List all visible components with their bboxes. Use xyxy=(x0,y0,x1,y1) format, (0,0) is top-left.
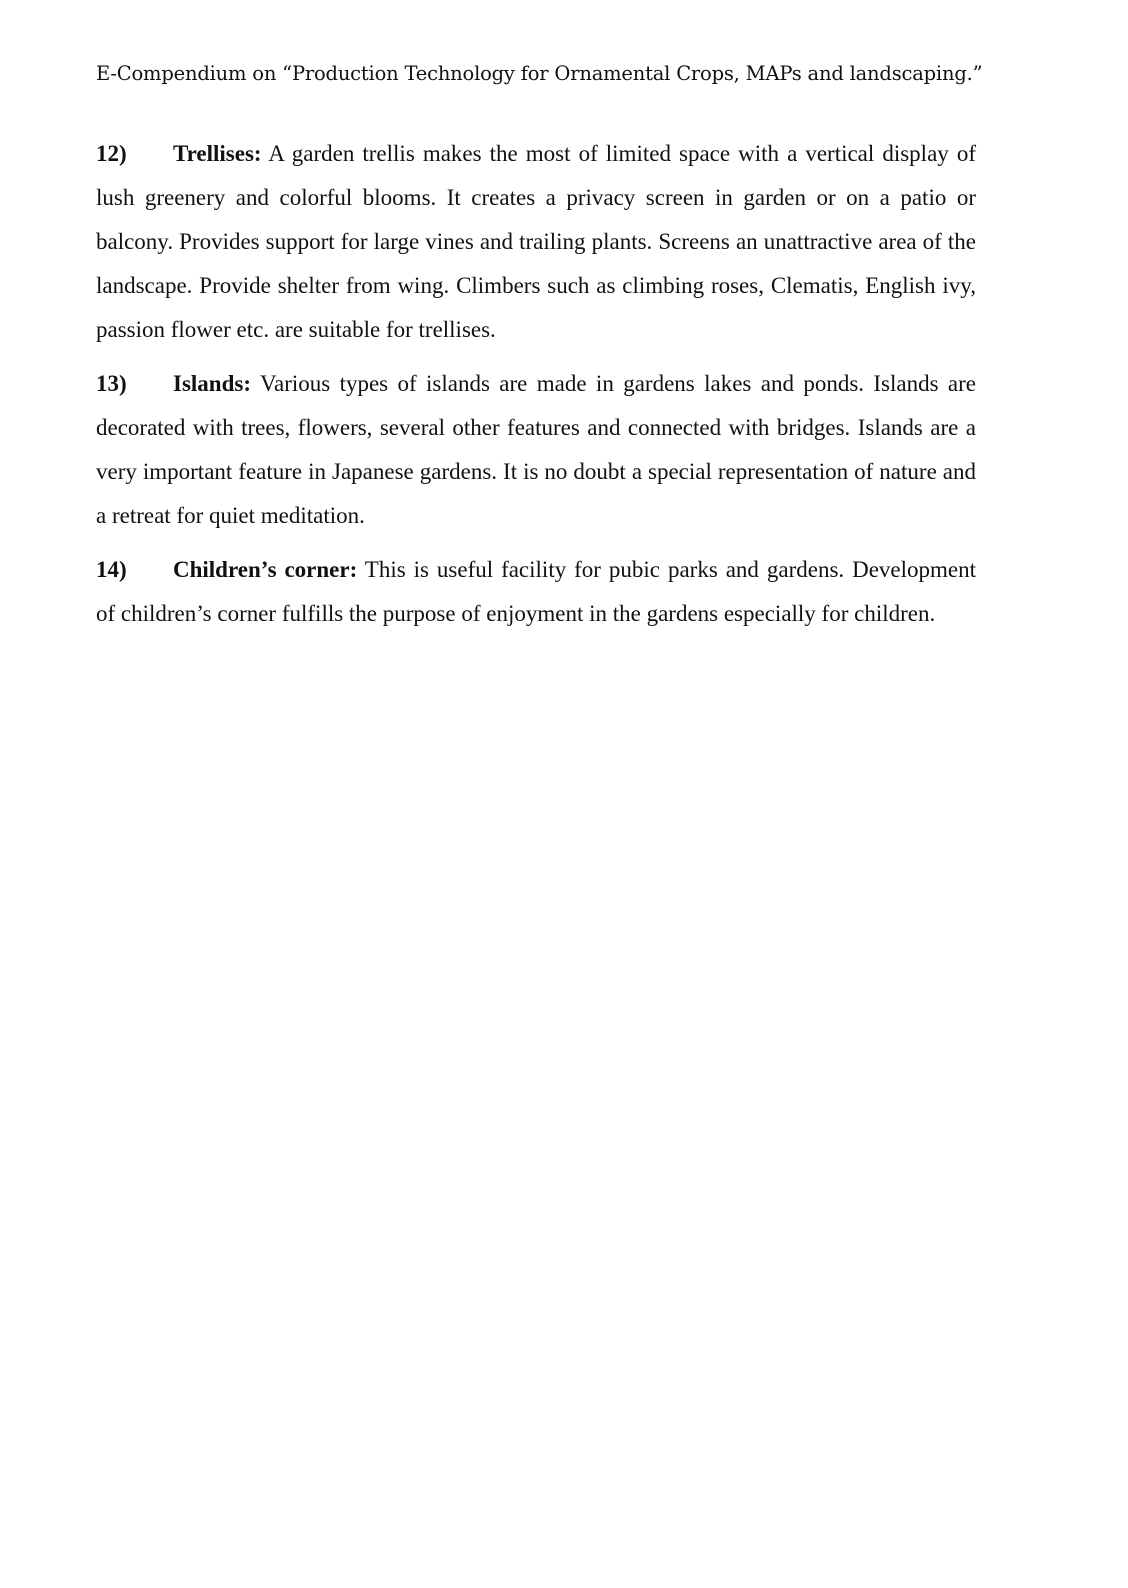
running-header: E-Compendium on “Production Technology for Ornamental Crops, MAPs and landscaping.” xyxy=(96,62,983,85)
item-term: Children’s corner: xyxy=(173,557,358,582)
list-item-islands xyxy=(96,362,976,538)
item-number: 12) xyxy=(96,141,127,166)
item-term: Islands: xyxy=(173,371,251,396)
list-item-trellises xyxy=(96,132,976,352)
list-item-childrens-corner xyxy=(96,548,976,636)
item-number: 14) xyxy=(96,557,127,582)
item-term: Trellises: xyxy=(173,141,262,166)
item-text: A garden trellis makes the most of limited space with a vertical display of lush greenery and colorful blooms. It creates a privacy screen in garden or on a patio or balcony. Provides support for large vines and trailing plants. Screens an unattractive area of the landscape. Provide shelter from wing. Climbers such as climbing roses, Clematis, English ivy, passion flower etc. are suitable for trellises. xyxy=(96,141,976,342)
item-text: Various types of islands are made in gardens lakes and ponds. Islands are decorated with trees, flowers, several other features and connected with bridges. Islands are a very important feature in Japanese gardens. It is no doubt a special representation of nature and a retreat for quiet meditation. xyxy=(96,371,976,528)
item-text: This is useful facility for pubic parks and gardens. Development of children’s corner fulfills the purpose of enjoyment in the gardens especially for children. xyxy=(96,557,976,626)
document-body xyxy=(96,132,976,646)
item-number: 13) xyxy=(96,371,127,396)
